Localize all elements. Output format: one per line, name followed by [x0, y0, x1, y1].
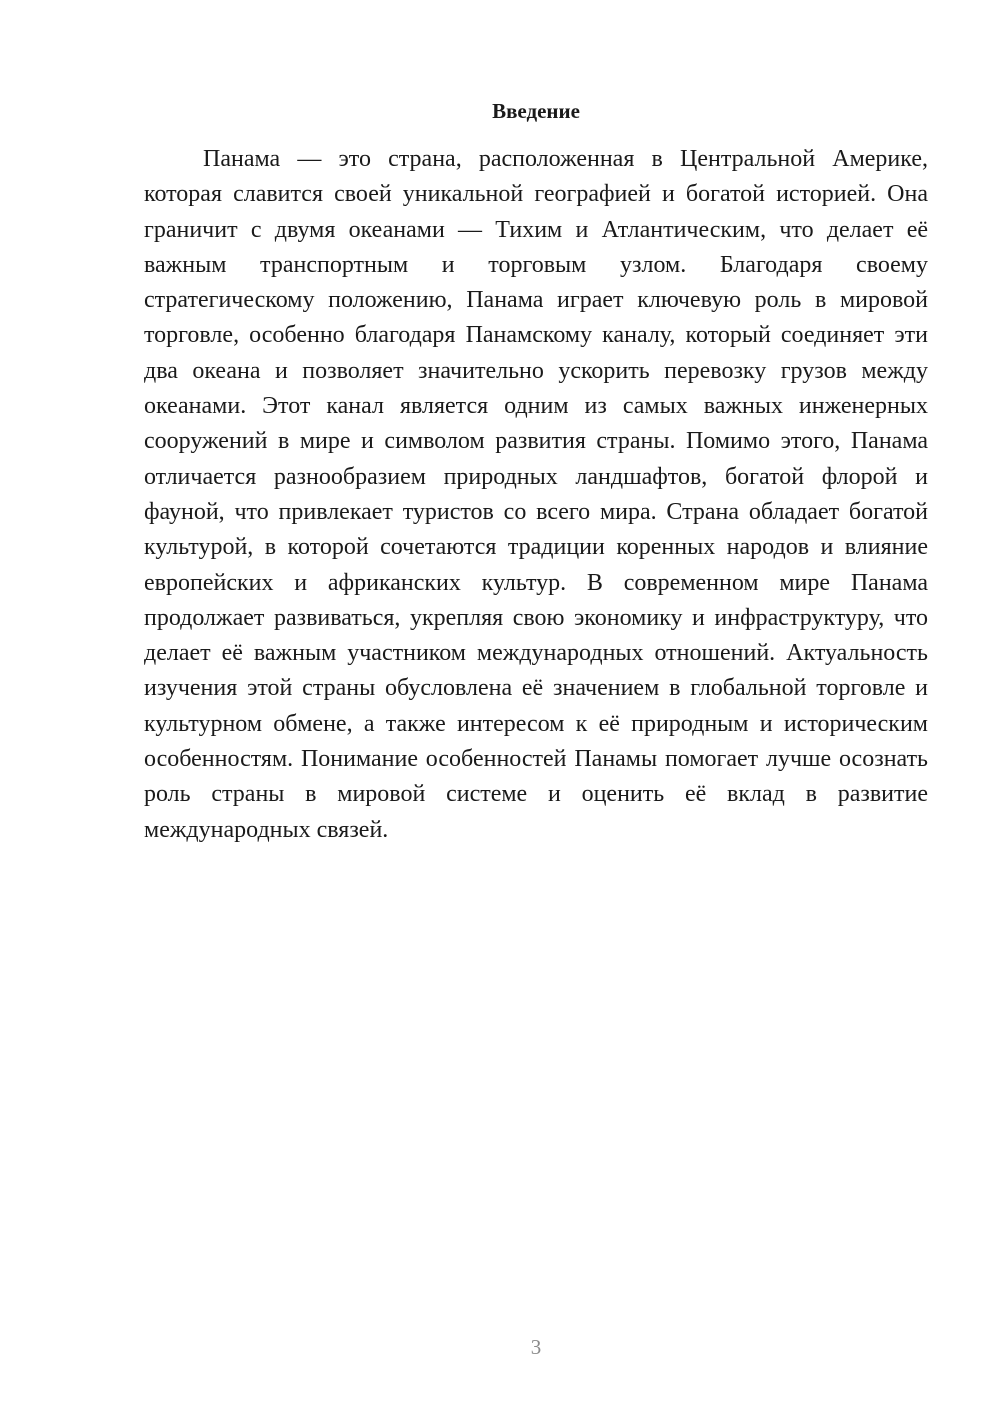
- body-paragraph: Панама — это страна, расположенная в Центральной Америке, которая славится своей уникальной географией и богатой историей. Она граничит с двумя океанами — Тихим и Атлантическим, что делает её важным транспортным и торговым узлом. Благодаря своему стратегическому положению, Панама играет ключевую роль в мировой торговле, особенно благодаря Панамскому каналу, который соединяет эти два океана и позволяет значительно ускорить перевозку грузов между океанами. Этот канал является одним из самых важных инженерных сооружений в мире и символом развития страны. Помимо этого, Панама отличается разнообразием природных ландшафтов, богатой флорой и фауной, что привлекает туристов со всего мира. Страна обладает богатой культурой, в которой сочетаются традиции коренных народов и влияние европейских и африканских культур. В современном мире Панама продолжает развиваться, укрепляя свою экономику и инфраструктуру, что делает её важным участником международных отношений. Актуальность изучения этой страны обусловлена её значением в глобальной торговле и культурном обмене, а также интересом к её природным и историческим особенностям. Понимание особенностей Панамы помогает лучше осознать роль страны в мировой системе и оценить её вклад в развитие международных связей.: [144, 146, 928, 843]
- section-heading: Введение: [492, 99, 580, 123]
- page-number: 3: [530, 1335, 542, 1359]
